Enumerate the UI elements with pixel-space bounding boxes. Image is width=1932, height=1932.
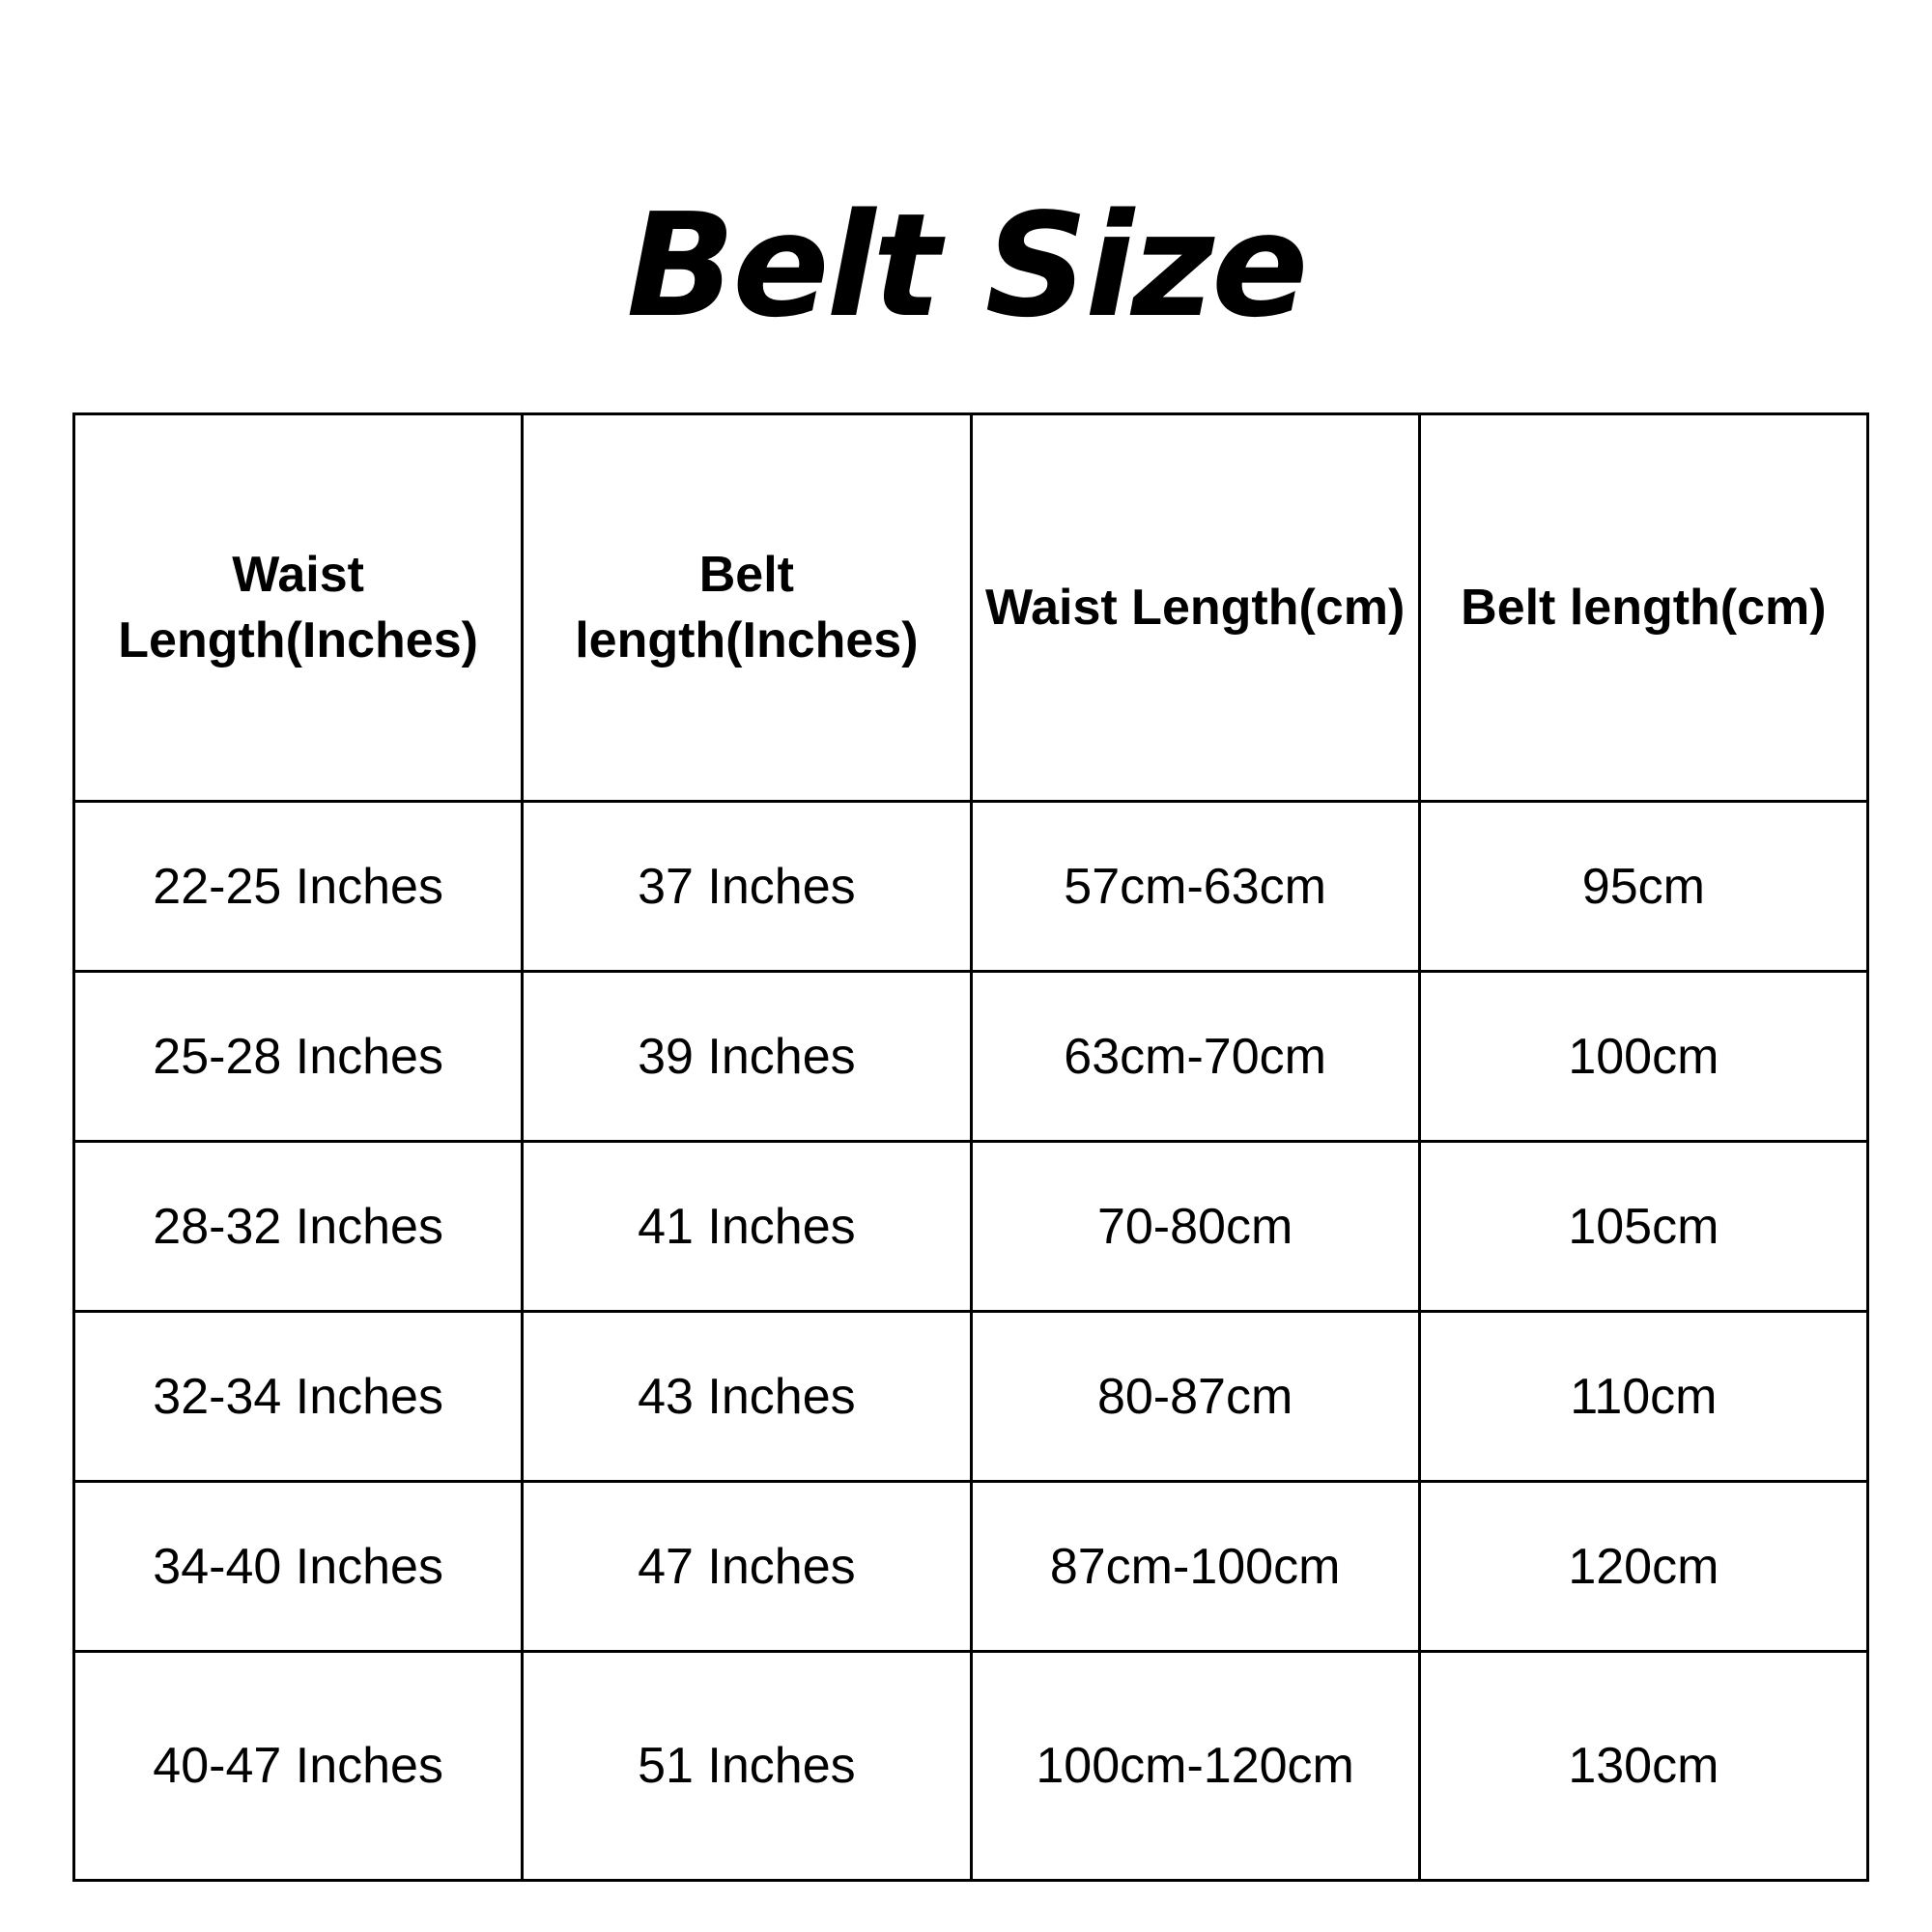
header-waist-length-inches: Waist Length(Inches) (74, 414, 523, 802)
table-row (74, 1312, 1868, 1482)
table-cell: 28-32 Inches (74, 1142, 523, 1312)
table-cell: 87cm-100cm (971, 1482, 1419, 1652)
belt-size-table (72, 412, 1869, 1882)
table-row (74, 1652, 1868, 1881)
table-cell: 95cm (1419, 802, 1867, 972)
table-cell: 80-87cm (971, 1312, 1419, 1482)
table-cell: 25-28 Inches (74, 972, 523, 1142)
table-row (74, 1482, 1868, 1652)
table-cell: 37 Inches (523, 802, 971, 972)
table-cell: 100cm (1419, 972, 1867, 1142)
table-cell: 57cm-63cm (971, 802, 1419, 972)
table-cell: 34-40 Inches (74, 1482, 523, 1652)
header-belt-length-inches: Belt length(Inches) (523, 414, 971, 802)
table-cell: 70-80cm (971, 1142, 1419, 1312)
page-title: Belt Size (626, 183, 1306, 349)
table-row (74, 802, 1868, 972)
table-cell: 40-47 Inches (74, 1652, 523, 1881)
table-cell: 120cm (1419, 1482, 1867, 1652)
header-belt-length-cm: Belt length(cm) (1419, 414, 1867, 802)
table-cell: 32-34 Inches (74, 1312, 523, 1482)
table-cell: 130cm (1419, 1652, 1867, 1881)
table-cell: 63cm-70cm (971, 972, 1419, 1142)
table-cell: 43 Inches (523, 1312, 971, 1482)
table-cell: 110cm (1419, 1312, 1867, 1482)
table-cell: 47 Inches (523, 1482, 971, 1652)
table-row (74, 1142, 1868, 1312)
header-waist-length-cm: Waist Length(cm) (971, 414, 1419, 802)
table-cell: 100cm-120cm (971, 1652, 1419, 1881)
table-cell: 39 Inches (523, 972, 971, 1142)
table-row (74, 972, 1868, 1142)
table-cell: 51 Inches (523, 1652, 971, 1881)
table-header-row (74, 414, 1868, 802)
table-cell: 41 Inches (523, 1142, 971, 1312)
table-cell: 105cm (1419, 1142, 1867, 1312)
table-cell: 22-25 Inches (74, 802, 523, 972)
